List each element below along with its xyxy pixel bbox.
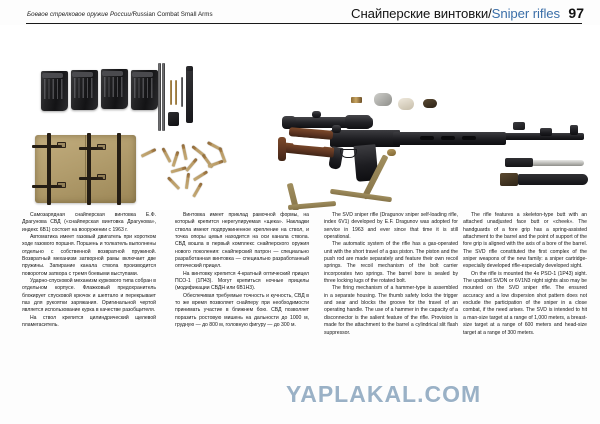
cartridge-icon [181,144,188,160]
running-head [27,11,213,18]
paragraph: The automatic system of the rifle has a gas-operated unit with the short travel of a gas piston. The piston and the push rod are made separately and feature their own recoil springs. The recoil mechanism of the bolt carrier incorporates two springs. The barrel bore is sealed by three locking lugs of the rotated bolt. [324,241,458,285]
text-column-2-ru [175,212,309,330]
paragraph: Обеспечивая требуемые точность и кучность, СВД в то же время позволяет снайперу при необходимости принимать участие в ближнем бою. СВД позволяет поразить ростовую мишень на дальности до 1000 м, грудную — до 800 м, головную фигуру — до 300 м. [175,292,309,329]
rifle-sling [330,189,392,203]
paragraph: The rifle features a skeleton-type butt with an attached unadjusted face butt or «cheek». The handguards of a fore grip has a spring-assisted attachment to the barrel and the point of support of the fore grip is aligned with the axis of a bore of the barrel. The SVD rifle constituted the first complex of the sniper weapons of the new family: a sniper cartridge-especially developed rifle-especially developed sight. [463,212,587,270]
brush-icon [175,80,177,105]
paragraph: На ствол крепится цилиндрический щелевой пламегаситель. [22,314,156,329]
cartridge-icon [192,182,203,198]
watermark: YAPLAKAL.COM [286,381,482,407]
bayonet-handle [505,158,533,167]
page-header [0,0,600,25]
tool-cap-icon [186,66,193,71]
rifle-butt-plate [278,137,286,161]
section-title [351,6,560,21]
combination-tool-icon [186,68,193,123]
handguard-vent [420,136,434,140]
cartridge-icon [172,151,180,167]
magazine-icon [41,71,68,111]
handguard-vent [441,136,455,140]
section-title-separator: / [488,6,492,21]
photo-plate [0,25,600,210]
paragraph: The firing mechanism of a hammer-type is assembled in a separate housing. The thumb safety locks the trigger and sear and blocks the groove for the travel of an operating handle. The use of a hammer in the capacity of a disconnector is the salient feature of the rifle. Provision is made for the attachment to the barrel a cylindrical slit flash suppressor. [324,285,458,336]
header-divider [26,23,582,24]
accessory-pouch-icon [35,135,136,203]
magazine-icon [101,69,128,109]
paragraph: The SVD sniper rifle (Dragunov sniper self-loading rifle, index 6V1) developed by E.F. Dragunov was adopted for service in 1963 and ever since that time it is still operational. [324,212,458,241]
paragraph: On the rifle is mounted the 4x PSO-1 (1P43) sight. The updated SVDN or 6V1N3 night sights also may be mounted on the SVD sniper rifle. The ensured accuracy and a low dispersion shot pattern does not exclude the participation of the sniper in a close combat, if the need arises. The SVD is intended to hit a man-size target at a range of 1,000 meters, a breast-size target at a range of 600 meters and head-size target at a range of 300 meters. [463,270,587,336]
bayonet-scabbard [518,174,588,185]
cleaning-rod-icon [158,63,161,131]
cartridge-icon [185,158,198,172]
paragraph: Самозарядная снайперская винтовка Е.Ф. Драгунова СВД («снайперская винтовка Драгунова», индекс 6В1) состоит на вооружении с 1963 г. [22,212,156,233]
punch-icon [181,77,183,107]
paragraph: На винтовку крепится 4-кратный оптический прицел ПСО-1 (1П43). Могут крепиться ночные прицелы (модификации СВДН или 6В1Н3). [175,270,309,292]
brush-icon [170,80,172,105]
section-title-en: Sniper rifles [491,6,560,21]
strap-clip-icon [374,93,392,106]
scope-objective-bell [345,115,371,129]
magazine-icon [71,70,98,110]
paragraph: Ударно-спусковой механизм куркового типа собран в отдельном корпусе. Флажковый предохранитель блокирует спусковой крючок и шептало и перекрывает паз для рукоятки заряжания. Оригинальной чертой является использование курка в качестве разобщителя. [22,278,156,314]
section-title-ru: Снайперские винтовки [351,6,489,21]
rear-sight-base-icon [513,122,525,130]
cartridge-icon [167,176,181,190]
oiler-icon [168,112,179,126]
running-head-ru: Боевое стрелковое оружие России/ [27,11,133,18]
magazine-icon [131,70,158,110]
handguard-vent [462,136,476,140]
running-head-en: Russian Combat Small Arms [132,11,213,18]
scope-mount [332,125,341,133]
text-column-4-en [463,212,587,337]
rifle-front-sight [570,125,578,135]
scope-turret [312,111,321,118]
text-column-1-ru [22,212,156,330]
sight-tool-icon [351,97,362,103]
rifle-gas-block [540,128,552,136]
cartridge-icon [141,148,157,158]
cleaning-rod-icon [162,63,165,131]
scabbard-frog-icon [500,173,518,186]
paragraph: Винтовка имеет приклад рамочной формы, на который крепится нерегулируемая «щека». Накладки ствола имеют подпружиненное крепление на ствол, и точка опоры цевья находится на оси канала ствола. СВД вошла в первый комплекс снайперского оружия нового поколения: снайперский патрон — специально разработанная винтовка — специально разработанный оптический прицел. [175,212,309,270]
cartridge-icon [193,170,208,181]
sling-swivel-icon [387,149,396,156]
article-body [0,212,600,417]
cartridge-icon [185,173,191,189]
lens-cover-icon [398,98,414,110]
grease-tin-icon [423,99,437,108]
cartridge-icon [161,147,172,163]
bayonet-blade [533,160,584,166]
page-number: 97 [568,5,584,21]
paragraph: Автоматика имеет газовый двигатель при коротком ходе газового поршня. Поршень и толкатель выполнены отдельно с собственной возвратной пружиной. Возвратный механизм затворной рамы включает две пружины. Запирание канала ствола производится поворотом затвора с тремя боевыми выступами. [22,234,156,277]
text-column-3-en [324,212,458,337]
